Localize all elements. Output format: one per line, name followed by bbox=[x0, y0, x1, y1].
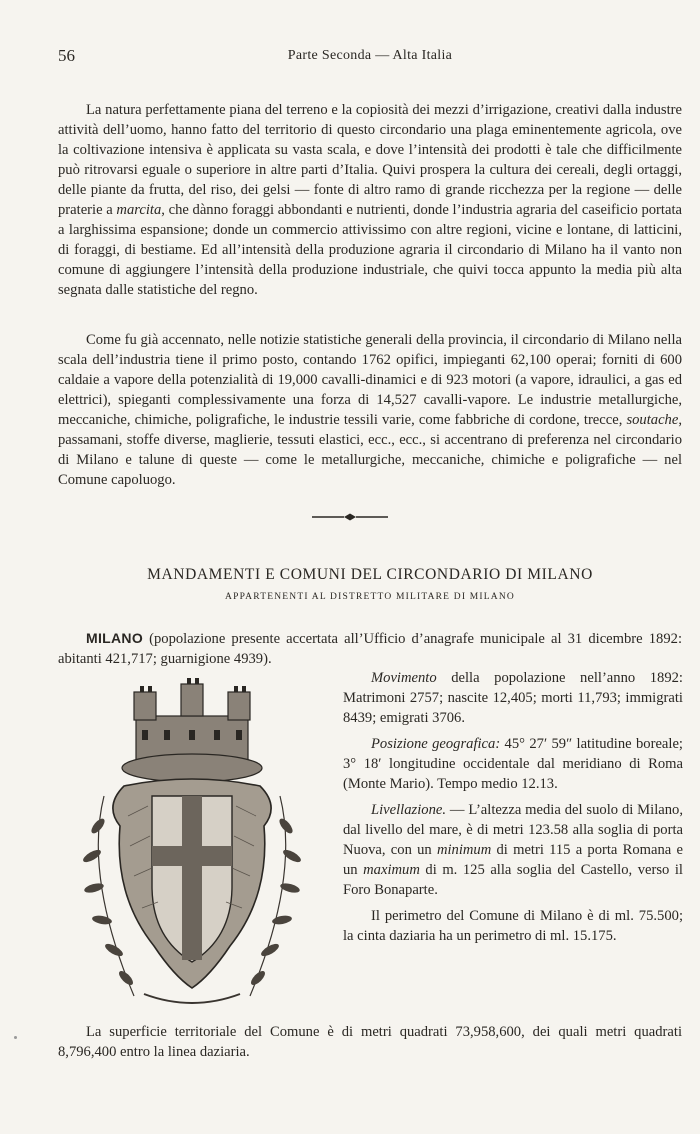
paragraph-agriculture bbox=[58, 100, 682, 300]
posizione-text: 45° 27′ 59″ latitudine boreale; 3° 18′ longitudine occidentale dal meridiano di Roma (Monte Mario). Tempo medio 12.13. bbox=[343, 736, 683, 792]
paragraph-industry bbox=[58, 330, 682, 490]
section-subtitle: APPARTENENTI AL DISTRETTO MILITARE DI MILANO bbox=[225, 592, 515, 602]
margin-mark bbox=[14, 1036, 17, 1039]
maximum-term: maximum bbox=[363, 862, 420, 878]
milano-details-column bbox=[343, 668, 683, 952]
section-title: MANDAMENTI E COMUNI DEL CIRCONDARIO DI MILANO bbox=[147, 566, 593, 583]
movimento-text: della popolazione nell’anno 1892: Matrimoni 2757; nascite 12,405; morti 11,793; immigrati 8439; emigrati 3706. bbox=[343, 670, 683, 726]
milano-intro bbox=[58, 628, 682, 669]
movimento-label: Movimento bbox=[371, 670, 437, 686]
entry-name: MILANO bbox=[86, 630, 144, 646]
separator-ornament bbox=[310, 512, 390, 522]
page-number: 56 bbox=[58, 46, 75, 65]
italic-term: marcita bbox=[116, 202, 162, 218]
paragraph-text: La natura perfettamente piana del terreno e la copiosità dei mezzi d’irrigazione, creativi dalla industre attività dell’uomo, hanno fatto del territorio di questo circondario una plaga eminentemente agricola, ove la coltivazione intensiva è applicata su vasta scala, e dove l’intensità dei prodotti è tale che difficilmente può ritrovarsi eguale o superiore in altre parti d’Italia. Quivi prospera la cultura dei cereali, degli ortaggi, delle piante da frutta, del riso, dei gelsi — fonte di altro ramo di grande ricchezza per la regione — delle praterie a bbox=[58, 102, 682, 218]
posizione-paragraph bbox=[343, 734, 683, 794]
superficie-paragraph: La superficie territoriale del Comune è di metri quadrati 73,958,600, dei quali metri quadrati 8,796,400 entro la linea daziaria. bbox=[58, 1024, 682, 1060]
perimetro-paragraph: Il perimetro del Comune di Milano è di ml. 75.500; la cinta daziaria ha un perimetro di ml. 15.175. bbox=[343, 908, 683, 944]
milano-coat-of-arms-image bbox=[64, 676, 320, 1016]
running-head bbox=[58, 46, 682, 68]
posizione-label: Posizione geografica: bbox=[371, 736, 501, 752]
paragraph-text: Come fu già accennato, nelle notizie statistiche generali della provincia, il circondario di Milano nella scala dell’industria tiene il primo posto, contando 1762 opifici, impieganti 62,100 operai; forniti di 600 caldaie a vapore della potenzialità di 19,000 cavalli-dinamici e di 923 motori (a vapore, idraulici, a gas ed elettrici), spieganti complessivamente una forza di 14,527 cavalli-vapore. Le industrie metallurgiche, meccaniche, chimiche, poligrafiche, le industrie tessili varie, come fabbriche di cordone, trecce, bbox=[58, 332, 682, 428]
livellazione-label: Livellazione. bbox=[371, 802, 446, 818]
livellazione-text: di m. 125 alla soglia del Castello, verso il Foro Bonaparte. bbox=[343, 862, 683, 898]
livellazione-text: — L’altezza media del suolo di Milano, dal livello del mare, è di metri 123.58 alla soglia di porta Nuova, con un bbox=[343, 802, 683, 858]
livellazione-paragraph bbox=[343, 800, 683, 900]
intro-text: (popolazione presente accertata all’Ufficio d’anagrafe municipale al 31 dicembre 1892: abitanti 421,717; guarnigione 4939). bbox=[58, 631, 682, 667]
running-title: Parte Seconda — Alta Italia bbox=[287, 48, 453, 63]
livellazione-text: di metri 115 a porta Romana e un bbox=[343, 842, 683, 878]
italic-term: soutache bbox=[626, 412, 679, 428]
minimum-term: minimum bbox=[436, 842, 492, 858]
paragraph-text: , che dànno foraggi abbondanti e nutrienti, donde l’industria agraria del caseificio portata a larghissima espansione; donde un commercio attivissimo con altre regioni, vicine e lontane, di latticini, di foraggi, di bestiame. Ed all’intensità della produzione agraria il circondario di Milano ha il vanto non comune di aggiungere l’intensità della produzione industriale, che quivi tocca appunto la media più alta segnata dalle statistiche del regno. bbox=[58, 202, 682, 298]
movimento-paragraph bbox=[343, 668, 683, 728]
paragraph-text: , passamani, stoffe diverse, maglierie, tessuti elastici, ecc., ecc., si accentrano di preferenza nel circondario di Milano e talune di queste — come le metallurgiche, meccaniche, chimiche e poligrafiche — nel Comune capoluogo. bbox=[58, 412, 682, 488]
